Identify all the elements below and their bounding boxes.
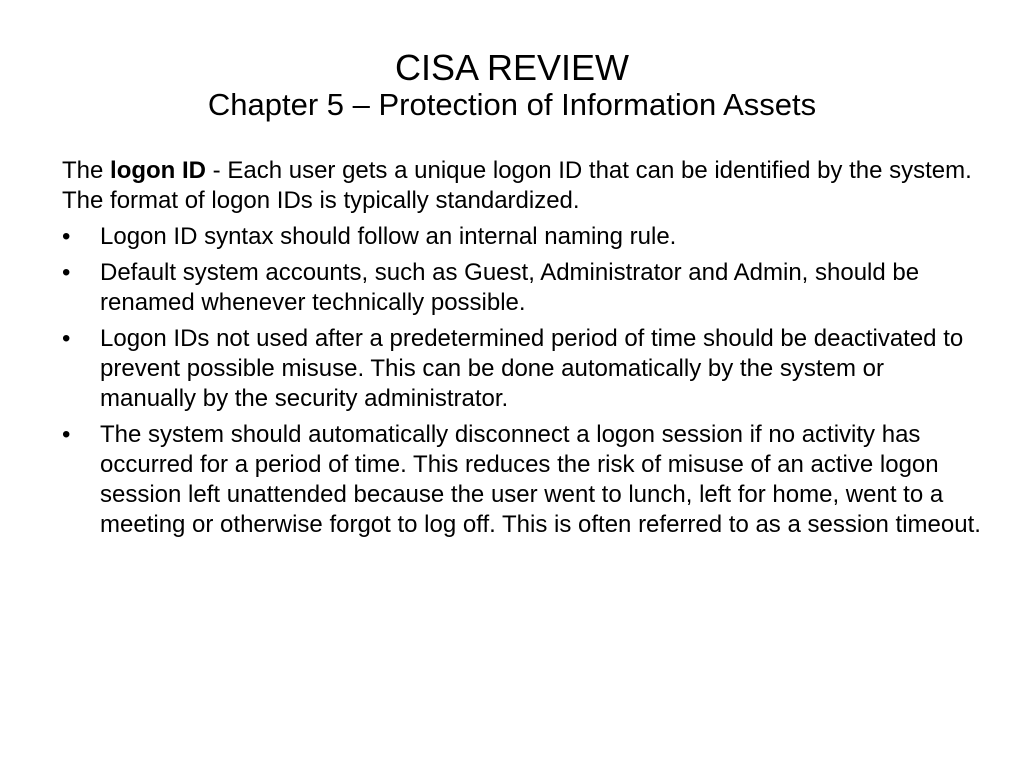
intro-term: logon ID bbox=[110, 157, 207, 184]
bullet-text: Logon ID syntax should follow an internal naming rule. bbox=[100, 223, 677, 250]
slide-body bbox=[62, 156, 982, 546]
bullet-text: Default system accounts, such as Guest, Administrator and Admin, should be renamed whenever technically possible. bbox=[100, 259, 920, 316]
title-block bbox=[40, 48, 984, 123]
bullet-list bbox=[62, 222, 982, 540]
intro-paragraph bbox=[62, 156, 982, 216]
bullet-text: The system should automatically disconnect a logon session if no activity has occurred for a period of time. This reduces the risk of misuse of an active logon session left unattended because the user went to lunch, left for home, went to a meeting or otherwise forgot to log off. This is often referred to as a session timeout. bbox=[100, 421, 981, 538]
bullet-item bbox=[62, 324, 982, 414]
bullet-item bbox=[62, 258, 982, 318]
slide-subtitle: Chapter 5 – Protection of Information Assets bbox=[207, 87, 817, 123]
bullet-icon: • bbox=[62, 325, 71, 352]
bullet-icon: • bbox=[62, 223, 71, 250]
bullet-icon: • bbox=[62, 421, 71, 448]
bullet-icon: • bbox=[62, 259, 71, 286]
slide-title: CISA REVIEW bbox=[394, 47, 630, 88]
intro-rest: - Each user gets a unique logon ID that can be identified by the system. The format of logon IDs is typically standardized. bbox=[62, 157, 972, 214]
bullet-item bbox=[62, 420, 982, 540]
intro-lead: The bbox=[62, 157, 111, 184]
bullet-text: Logon IDs not used after a predetermined period of time should be deactivated to prevent possible misuse. This can be done automatically by the system or manually by the security administrator. bbox=[100, 325, 964, 412]
bullet-item bbox=[62, 222, 982, 252]
